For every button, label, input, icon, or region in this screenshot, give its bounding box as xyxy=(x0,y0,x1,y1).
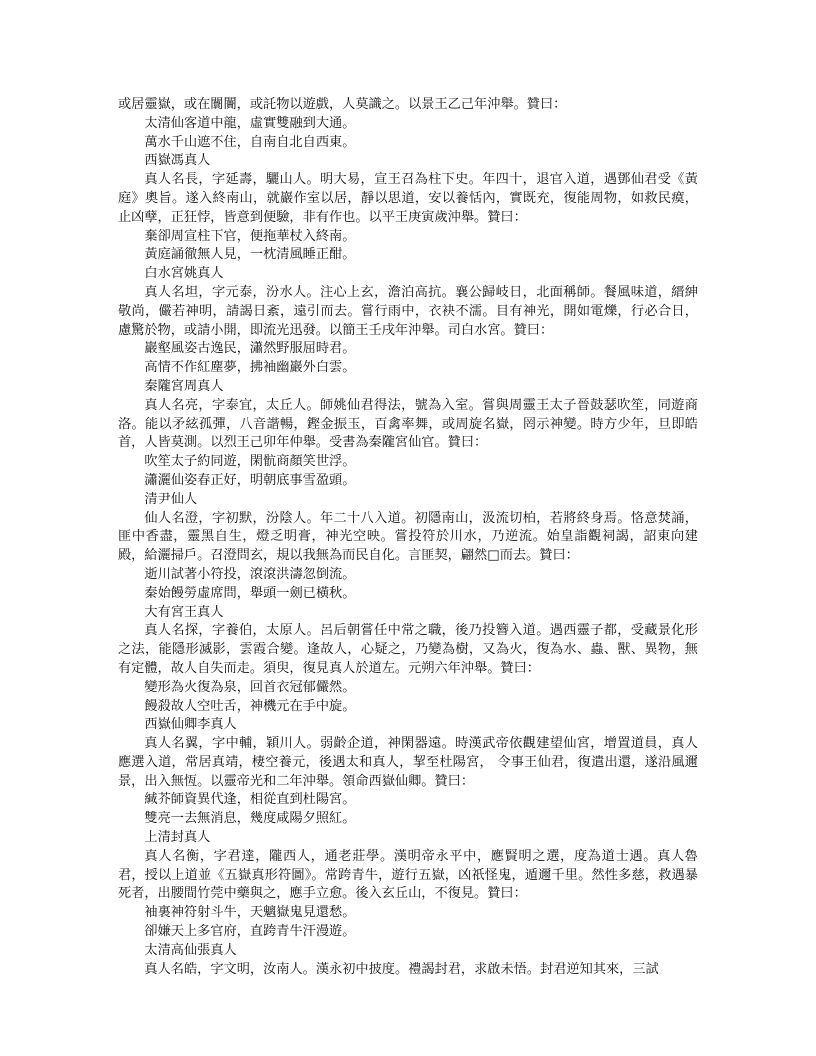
section-heading: 太清高仙張真人 xyxy=(144,942,237,958)
body-paragraph: 真人名探，字養伯，太原人。呂后朝嘗任中常之職，後乃投簪入道。遇西靈子都，受藏景化形之法，能隱形滅影，雲霞合變。逢故人，心疑之，乃變為樹，又為火，復為水、蟲、獸、異物，無有定體，故人自失而走。須臾，復見真人於道左。元朔六年沖舉。贊曰： xyxy=(118,623,698,676)
verse-line: 吹笙太子約同遊，閑骯商顏笑世浮。 xyxy=(144,454,356,470)
body-paragraph: 真人名坦，字元泰，汾水人。注心上玄，澹泊高抗。襄公歸岐日，北面稱師。餐風味道，縉紳敬尚，儼若神明，請謁日紊，遠引而去。嘗行雨中，衣袂不濡。目有神光，開如電爍，行必合日，慮驚於物，或請小開，即流光迅發。以簡王壬戌年沖舉。司白水宮。贊曰： xyxy=(118,284,698,338)
verse-line: 變形為火復為泉，回首衣冠郁儼然。 xyxy=(144,679,356,695)
verse-line: 瀟灑仙姿春正好，明朝底事雪盈頭。 xyxy=(144,472,356,488)
verse-line: 饅殺故人空吐舌，神機元在手中旋。 xyxy=(144,698,356,714)
verse-line: 卻嫌天上多官府，直跨青牛汗漫遊。 xyxy=(144,924,356,940)
body-paragraph: 仙人名澄，字初默，汾陰人。年二十八入道。初隱南山，汲流切柏，若將終身焉。恪意焚誦，匪中香盡，靈黑自生，燈乏明膏，神光空映。嘗投符於川水，乃逆流。始皇詣觀祠謁，詔東向建殿，給灑掃戶。召澄問玄，規以我無為而民自化。言匪契，翩然□而去。贊曰： xyxy=(118,510,698,564)
verse-line: 緘芥師資異代逢，相從直到杜陽宮。 xyxy=(144,792,356,808)
verse-line: 萬水千山遮不住，自南自北自西東。 xyxy=(144,134,356,150)
body-paragraph: 真人名翼，字中輔，穎川人。弱齡企道，神閑器遠。時漢武帝依觀建望仙宮，增置道員，真人應選入道，常居真靖，棲空養元，後遇太和真人，挈至杜陽宮， 令事王仙君，復遣出還，遂沿風邇景，出入無恆。以靈帝光和二年沖舉。領命西嶽仙卿。贊曰： xyxy=(118,736,698,789)
section-heading: 西嶽仙卿李真人 xyxy=(144,717,237,733)
section-heading: 西嶽馮真人 xyxy=(144,153,211,169)
verse-line: 太清仙客道中龍，虛實雙融到大通。 xyxy=(144,115,356,131)
body-paragraph: 真人名長，字延壽，驪山人。明大易，宣王召為柱下史。年四十，退官入道，遇鄧仙君受《黃庭》奧旨。遂入終南山，就巖作室以居，靜以思道，安以養恬內，實既充，復能周物，如救民瘼，止凶孽，正狂悖，皆意到便驗，非有作也。以平王庚寅歲沖舉。贊曰： xyxy=(118,172,698,225)
verse-line: 巖壑風姿古逸民，瀟然野服屈時君。 xyxy=(144,341,356,357)
verse-line: 棄卻周宣柱下官，便拖華杖入終南。 xyxy=(144,228,356,244)
body-paragraph: 或居靈嶽，或在闤闠，或託物以遊戲，人莫識之。以景王乙己年沖舉。贊曰： xyxy=(118,97,567,112)
section-heading: 秦隴宮周真人 xyxy=(144,378,224,394)
body-paragraph: 真人名皓，字文明，汝南人。漢永初中披度。禮謁封君，求啟未悟。封君逆知其來，三試 xyxy=(144,961,659,977)
verse-line: 黃庭誦徹無人見，一枕清風睡正酣。 xyxy=(144,247,356,263)
document-page xyxy=(118,96,698,979)
verse-line: 袖裏神符射斗牛，天魑嶽鬼見還愁。 xyxy=(144,905,356,921)
verse-line: 高情不作紅塵夢，拂袖幽巖外白雲。 xyxy=(144,360,356,376)
body-paragraph: 真人名衡，字君達，隴西人，通老莊學。漢明帝永平中，應賢明之選，度為道士遇。真人魯君，授以上道並《五嶽真形符圖》。常跨青牛，遊行五嶽，凶祇怪鬼，遁邇千里。然性多慈，救遇暴死者，出腰間竹莞中藥與之，應手立愈。後入玄丘山，不復見。贊曰： xyxy=(118,848,698,902)
section-heading: 白水宮姚真人 xyxy=(144,266,224,282)
verse-line: 逝川試著小符投，滾滾洪濤忽倒流。 xyxy=(144,566,356,582)
section-heading: 上清封真人 xyxy=(144,830,211,846)
verse-line: 秦始饅勞虛席問，舉頭一劍已橫秋。 xyxy=(144,585,356,601)
body-paragraph: 真人名亮，字泰宜，太丘人。師姚仙君得法，號為入室。嘗與周靈王太子晉鼓瑟吹笙，同遊商洛。能以矛絃孤彈，八音諧暢，鏗金振玉，百禽率舞，或周旋名嶽，罔示神變。時方少年，旦即皓首，人皆莫測。以烈王己卯年仲舉。受書為秦隴宮仙官。贊曰： xyxy=(118,397,698,451)
section-heading: 大有宮王真人 xyxy=(144,604,224,620)
verse-line: 雙亮一去無消息，幾度咸陽夕照紅。 xyxy=(144,811,356,827)
section-heading: 清尹仙人 xyxy=(144,491,198,507)
